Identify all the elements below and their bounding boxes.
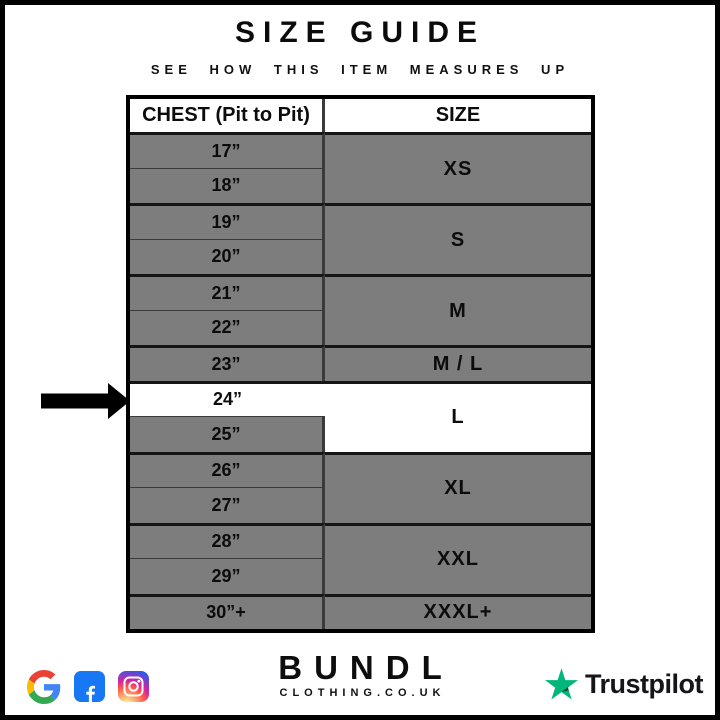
chest-cell-24-highlighted: 24” [130, 381, 325, 417]
chest-cell-19: 19” [130, 203, 325, 239]
chest-cell-29: 29” [130, 558, 325, 594]
page-title: SIZE GUIDE [234, 16, 486, 49]
chest-cell-18: 18” [130, 168, 325, 204]
chest-cell-20: 20” [130, 239, 325, 275]
chest-cell-26: 26” [130, 452, 325, 488]
highlight-arrow-icon [41, 382, 131, 420]
chest-cell-21: 21” [130, 274, 325, 310]
page-subtitle: SEE HOW THIS ITEM MEASURES UP [150, 62, 570, 77]
size-cell-xxl: XXL [325, 523, 591, 594]
chest-cell-27: 27” [130, 487, 325, 523]
column-header-size: SIZE [325, 99, 591, 132]
trustpilot-logo [545, 668, 703, 700]
column-header-chest: CHEST (Pit to Pit) [130, 99, 325, 132]
size-cell-m: M [325, 274, 591, 345]
size-table [126, 95, 595, 633]
chest-cell-28: 28” [130, 523, 325, 559]
size-cell-l-highlighted: L [325, 381, 591, 452]
size-cell-s: S [325, 203, 591, 274]
brand-name: BUNDL [278, 649, 454, 686]
trustpilot-star-icon [545, 668, 578, 700]
chest-cell-17: 17” [130, 132, 325, 168]
size-cell-xl: XL [325, 452, 591, 523]
trustpilot-label: Trustpilot [585, 668, 703, 699]
chest-cell-30-plus: 30”+ [130, 594, 325, 630]
size-cell-xs: XS [325, 132, 591, 203]
chest-cell-22: 22” [130, 310, 325, 346]
size-cell-m-l: M / L [325, 345, 591, 381]
size-cell-xxxl-plus: XXXL+ [325, 594, 591, 630]
chest-cell-25: 25” [130, 416, 325, 452]
brand-domain: CLOTHING.CO.UK [279, 687, 446, 699]
chest-cell-23: 23” [130, 345, 325, 381]
